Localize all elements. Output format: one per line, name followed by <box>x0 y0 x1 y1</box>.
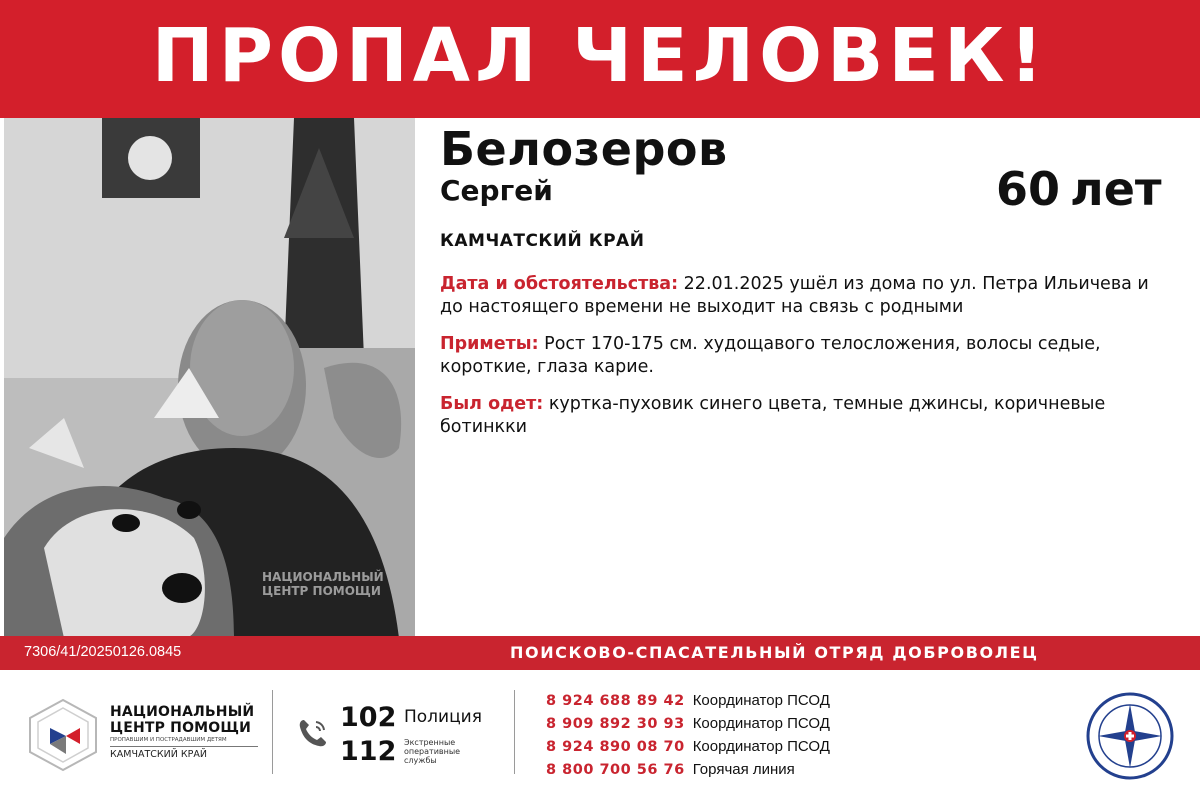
org-region: КАМЧАТСКИЙ КРАЙ <box>110 746 258 760</box>
case-code: 7306/41/20250126.0845 <box>24 644 182 660</box>
photo-illustration <box>4 118 415 636</box>
person-info <box>440 122 1180 439</box>
contact-item <box>546 758 830 781</box>
contact-list <box>546 689 830 781</box>
emergency-label: Полиция <box>404 707 482 727</box>
contact-role: Координатор ПСОД <box>692 715 830 732</box>
emergency-label: Экстренные оперативные службы <box>404 737 461 765</box>
ncp-logo-icon <box>26 698 100 772</box>
clothes-label: Был одет: <box>440 393 544 414</box>
circumstances-label: Дата и обстоятельства: <box>440 273 679 294</box>
circumstances-text: 22.01.2025 ушёл из дома по ул. Петра Ильичева и до настоящего времени не выходит на связь с родными <box>440 273 1149 317</box>
volunteer-squad-emblem-icon <box>1086 692 1174 780</box>
features-paragraph <box>440 333 1170 379</box>
org-name-line1: НАЦИОНАЛЬНЫЙ <box>110 704 255 720</box>
footer-divider <box>272 690 273 774</box>
footer-divider <box>514 690 515 774</box>
phone-icon <box>296 716 330 750</box>
clothes-text: куртка-пуховик синего цвета, темные джинсы, коричневые ботинкки <box>440 393 1106 437</box>
person-surname: Белозеров <box>440 122 728 176</box>
contact-phone: 8 924 890 08 70 <box>546 738 685 755</box>
features-label: Приметы: <box>440 333 539 354</box>
person-region: КАМЧАТСКИЙ КРАЙ <box>440 230 645 251</box>
emergency-number: 112 <box>340 735 397 767</box>
header-banner <box>0 0 1200 118</box>
info-strip <box>0 636 1200 670</box>
person-age <box>996 162 1162 216</box>
person-photo <box>4 118 415 636</box>
features-text: Рост 170-175 см. худощавого телосложения, волосы седые, короткие, глаза карие. <box>440 333 1101 377</box>
contact-role: Координатор ПСОД <box>692 738 830 755</box>
emergency-numbers <box>340 700 482 768</box>
contact-item <box>546 735 830 758</box>
emergency-row <box>340 700 482 734</box>
emergency-row <box>340 734 482 768</box>
page-title: ПРОПАЛ ЧЕЛОВЕК! <box>151 13 1049 99</box>
org-name-line2: ЦЕНТР ПОМОЩИ <box>110 720 252 736</box>
contact-item <box>546 712 830 735</box>
photo-watermark: НАЦИОНАЛЬНЫЙ ЦЕНТР ПОМОЩИ <box>262 570 384 598</box>
contact-role: Координатор ПСОД <box>692 692 830 709</box>
clothes-paragraph <box>440 393 1170 439</box>
footer <box>0 670 1200 797</box>
team-name: ПОИСКОВО-СПАСАТЕЛЬНЫЙ ОТРЯД ДОБРОВОЛЕЦ <box>510 643 1039 662</box>
contact-phone: 8 800 700 56 76 <box>546 761 685 778</box>
emergency-number: 102 <box>340 701 397 733</box>
circumstances-paragraph <box>440 273 1170 319</box>
contact-item <box>546 689 830 712</box>
person-first-name: Сергей <box>440 174 553 207</box>
contact-phone: 8 909 892 30 93 <box>546 715 685 732</box>
org-block <box>110 704 258 760</box>
org-tagline: ПРОПАВШИМ И ПОСТРАДАВШИМ ДЕТЯМ <box>110 737 227 743</box>
age-unit: лет <box>1070 162 1162 216</box>
age-number: 60 <box>996 162 1061 216</box>
contact-role: Горячая линия <box>692 761 795 778</box>
contact-phone: 8 924 688 89 42 <box>546 692 685 709</box>
